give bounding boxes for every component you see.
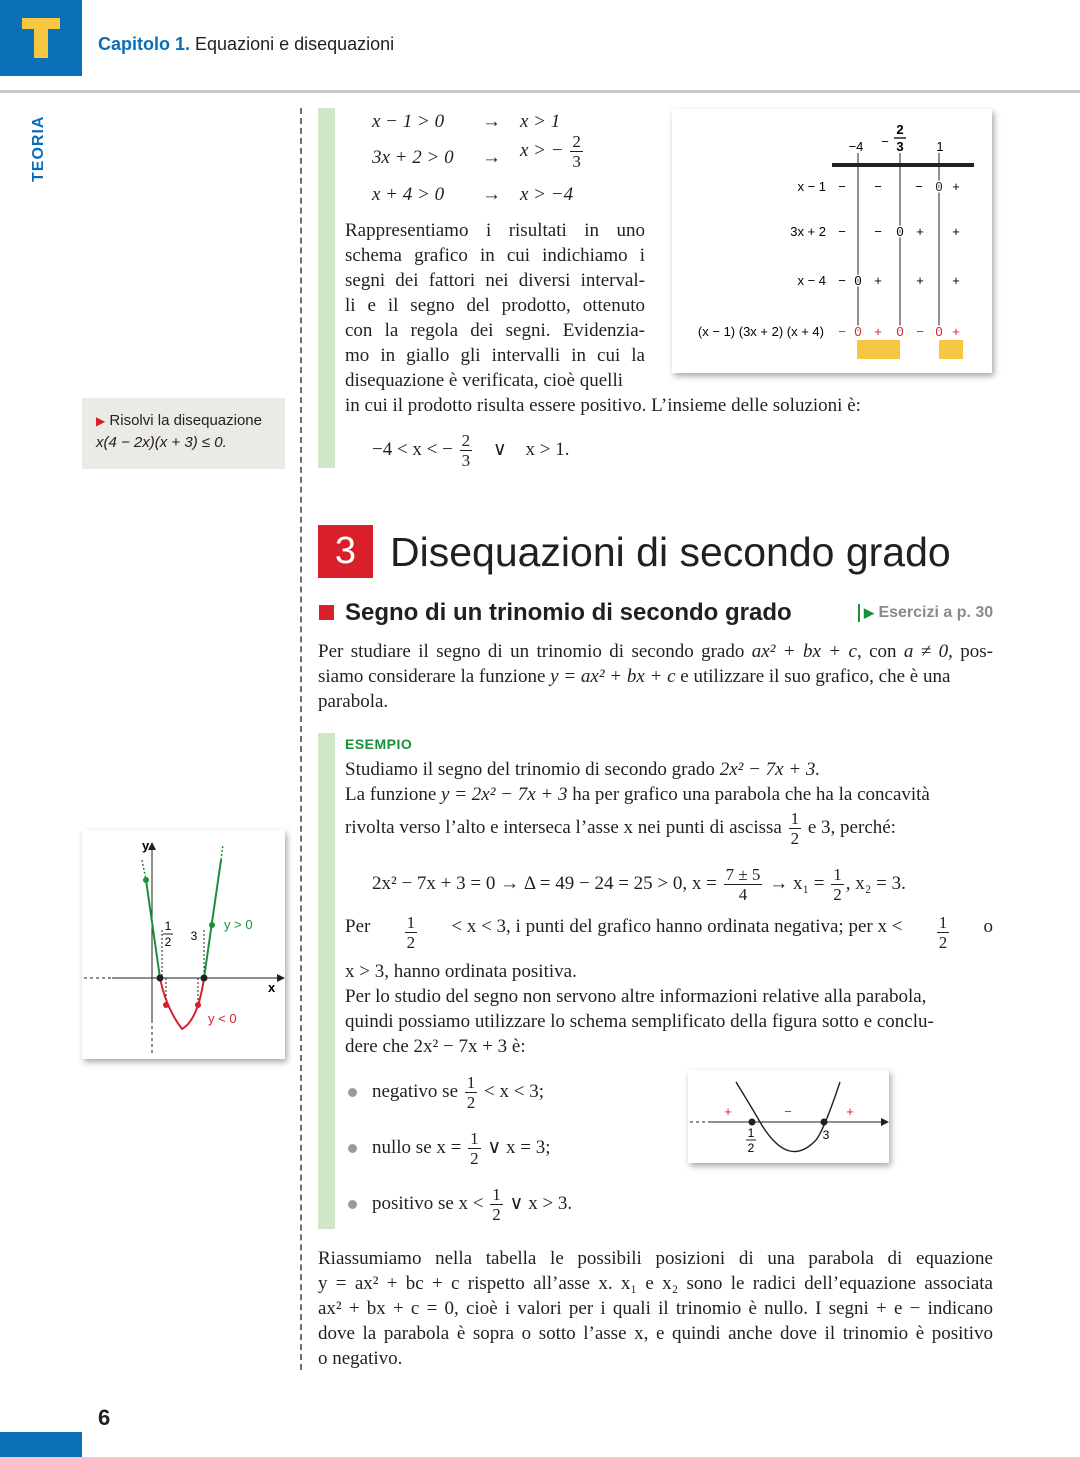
- schema-minus: −: [784, 1104, 792, 1119]
- svg-text:+: +: [952, 273, 960, 288]
- row-label-product: (x − 1) (3x + 2) (x + 4): [697, 324, 824, 339]
- bullet-positive: positivo se x < $\frac{1}{2}$ ∨ x > 3.: [372, 1185, 573, 1224]
- sign-table-figure: [672, 109, 992, 373]
- sign-schema-figure: [688, 1070, 889, 1163]
- negative-label: y < 0: [208, 1011, 237, 1026]
- svg-text:−: −: [838, 273, 846, 288]
- bullet-dot-icon: [348, 1088, 357, 1097]
- positive-label: y > 0: [224, 917, 253, 932]
- bullet-negative: negativo se $\frac{1}{2}$ < x < 3;: [372, 1073, 544, 1112]
- bullet-dot-icon: [348, 1144, 357, 1153]
- svg-text:−: −: [838, 179, 846, 194]
- logo-letter: [22, 18, 60, 58]
- footer-bar: [0, 1432, 82, 1457]
- svg-text:0: 0: [854, 273, 862, 288]
- schema-root1-num: 1: [747, 1126, 755, 1140]
- tick-minus4: −4: [848, 139, 864, 154]
- sign-schema: [688, 1070, 889, 1163]
- page-number: 6: [98, 1405, 111, 1430]
- intro-paragraph: Per studiare il segno di un trinomio di secondo grado ax² + bx + c, con a ≠ 0, pos- siamo considerare la funzione y = ax² + bx + c e utilizzare il suo grafico, che è una parabola.: [318, 641, 993, 712]
- x-axis-label: x: [268, 980, 276, 995]
- svg-text:+: +: [874, 324, 882, 339]
- example-sidebar: [318, 108, 335, 468]
- chapter-name: Equazioni e disequazioni: [195, 34, 395, 54]
- bullet-dot-icon: [348, 1200, 357, 1209]
- header-rule: [0, 90, 1080, 93]
- tick-frac-den: 3: [896, 139, 904, 154]
- esempio-sidebar: [318, 733, 335, 1229]
- svg-text:+: +: [952, 324, 960, 339]
- svg-text:−: −: [838, 224, 846, 239]
- example-paragraph: Rappresentiamo i risultati in uno schema grafico in cui indichiamo i segni dei fattori nei diversi interval- li e il segno del prodotto, ottenuto con la regola dei segni. Evidenzia- mo in giallo gli intervalli in cui la disequazione è verificata, cioè quelli: [345, 220, 645, 391]
- schema-plus-right: +: [846, 1104, 854, 1119]
- inequality-2: 3x + 2 > 0 → x > − $\frac{2}{3}$: [372, 132, 581, 171]
- solution-set: −4 < x < − $\frac{2}{3}$ ∨ x > 1.: [372, 431, 570, 470]
- svg-text:0: 0: [896, 224, 904, 239]
- parabola-graph: [82, 830, 285, 1059]
- subsection-bullet-icon: [319, 605, 334, 620]
- svg-text:−: −: [874, 179, 882, 194]
- bullet-zero: nullo se x = $\frac{1}{2}$ ∨ x = 3;: [372, 1129, 551, 1168]
- esempio-line-5: Per $\frac{1}{2}$ < x < 3, i punti del grafico hanno ordinata negativa; per x < $\frac{1}{2}$ o: [345, 913, 993, 952]
- exercises-link[interactable]: ▶ Esercizi a p. 30: [858, 604, 993, 622]
- subsection-title: Segno di un trinomio di secondo grado: [345, 599, 792, 626]
- esempio-line-1: Studiamo il segno del trinomio di secondo grado 2x² − 7x + 3.: [345, 759, 821, 780]
- schema-root1-den: 2: [747, 1141, 755, 1155]
- root1-num: 1: [164, 919, 172, 933]
- chapter-logo: [0, 0, 82, 76]
- esempio-calculation: 2x² − 7x + 3 = 0 → Δ = 49 − 24 = 25 > 0, x = $\frac{7 \pm 5}{4}$ → x₁ = $\frac{1}{2}$ , x₂ = 3.: [372, 865, 906, 904]
- row-label-3x-plus-2: 3x + 2: [790, 224, 826, 239]
- root2: 3: [190, 929, 198, 943]
- svg-text:−: −: [874, 224, 882, 239]
- parabola-positive-left: [146, 880, 160, 978]
- inequality-1: x − 1 > 0 → x > 1: [372, 111, 561, 132]
- sign-table: [672, 109, 992, 373]
- section-number: 3: [318, 525, 373, 578]
- chapter-title: [98, 34, 394, 55]
- solution-interval-2: [939, 340, 963, 359]
- svg-text:0: 0: [896, 324, 904, 339]
- esempio-label: ESEMPIO: [345, 736, 413, 752]
- svg-text:−: −: [838, 324, 846, 339]
- svg-text:+: +: [916, 224, 924, 239]
- play-arrow-icon: ▶: [864, 605, 874, 620]
- example-paragraph-last: in cui il prodotto risulta essere positivo. L’insieme delle soluzioni è:: [345, 395, 861, 416]
- svg-text:−: −: [916, 324, 924, 339]
- root1-den: 2: [164, 935, 172, 949]
- svg-text:+: +: [874, 273, 882, 288]
- row-label-x-minus-4: x − 4: [797, 273, 826, 288]
- tick-minus-sign: −: [881, 134, 889, 149]
- margin-exercise-note: ▶ Risolvi la disequazione x(4 − 2x)(x + 3) ≤ 0.: [82, 398, 285, 469]
- svg-text:0: 0: [854, 324, 862, 339]
- inequality-3: x + 4 > 0 → x > −4: [372, 184, 574, 205]
- margin-divider: [300, 108, 302, 1370]
- margin-expression: x(4 − 2x)(x + 3) ≤ 0.: [96, 434, 227, 451]
- svg-text:+: +: [952, 179, 960, 194]
- row-label-x-minus-1: x − 1: [797, 179, 826, 194]
- schema-root2: 3: [822, 1128, 830, 1142]
- esempio-body: x > 3, hanno ordinata positiva. Per lo studio del segno non servono altre informazioni relative alla parabola, quindi possiamo utilizzare lo schema semplificato della figura sotto e conclu- dere che 2x² − 7x + 3 è:: [345, 961, 934, 1057]
- esempio-line-3: rivolta verso l’alto e interseca l’asse x nei punti di ascissa $\frac{1}{2}$ e 3, perché:: [345, 809, 896, 848]
- y-axis-label: y: [142, 838, 150, 853]
- parabola-graph-figure: [82, 830, 285, 1059]
- tick-1: 1: [936, 139, 944, 154]
- svg-text:+: +: [952, 224, 960, 239]
- svg-text:−: −: [915, 179, 923, 194]
- schema-plus-left: +: [724, 1104, 732, 1119]
- side-tab: TEORIA: [30, 115, 47, 182]
- tick-frac-num: 2: [896, 122, 904, 137]
- chapter-label: Capitolo 1.: [98, 34, 191, 54]
- parabola-positive-right: [204, 860, 221, 978]
- esempio-line-2: La funzione y = 2x² − 7x + 3 ha per grafico una parabola che ha la concavità: [345, 784, 930, 805]
- svg-text:0: 0: [935, 324, 943, 339]
- section-title: Disequazioni di secondo grado: [390, 529, 951, 575]
- solution-interval-1: [857, 340, 900, 359]
- svg-text:+: +: [916, 273, 924, 288]
- closing-paragraph: Riassumiamo nella tabella le possibili posizioni di una parabola di equazione y = ax² + bc + c rispetto all’asse x. x₁ e x₂ sono le radici dell’equazione associata ax² + bx + c = 0, cioè i valori per i quali il trinomio è nullo. I segni + e − indicano dove la parabola è sopra o sotto l’asse x, e quindi anche dove il trinomio è positivo o negativo.: [318, 1248, 993, 1369]
- triangle-arrow-icon: ▶: [96, 414, 106, 428]
- svg-text:0: 0: [935, 179, 943, 194]
